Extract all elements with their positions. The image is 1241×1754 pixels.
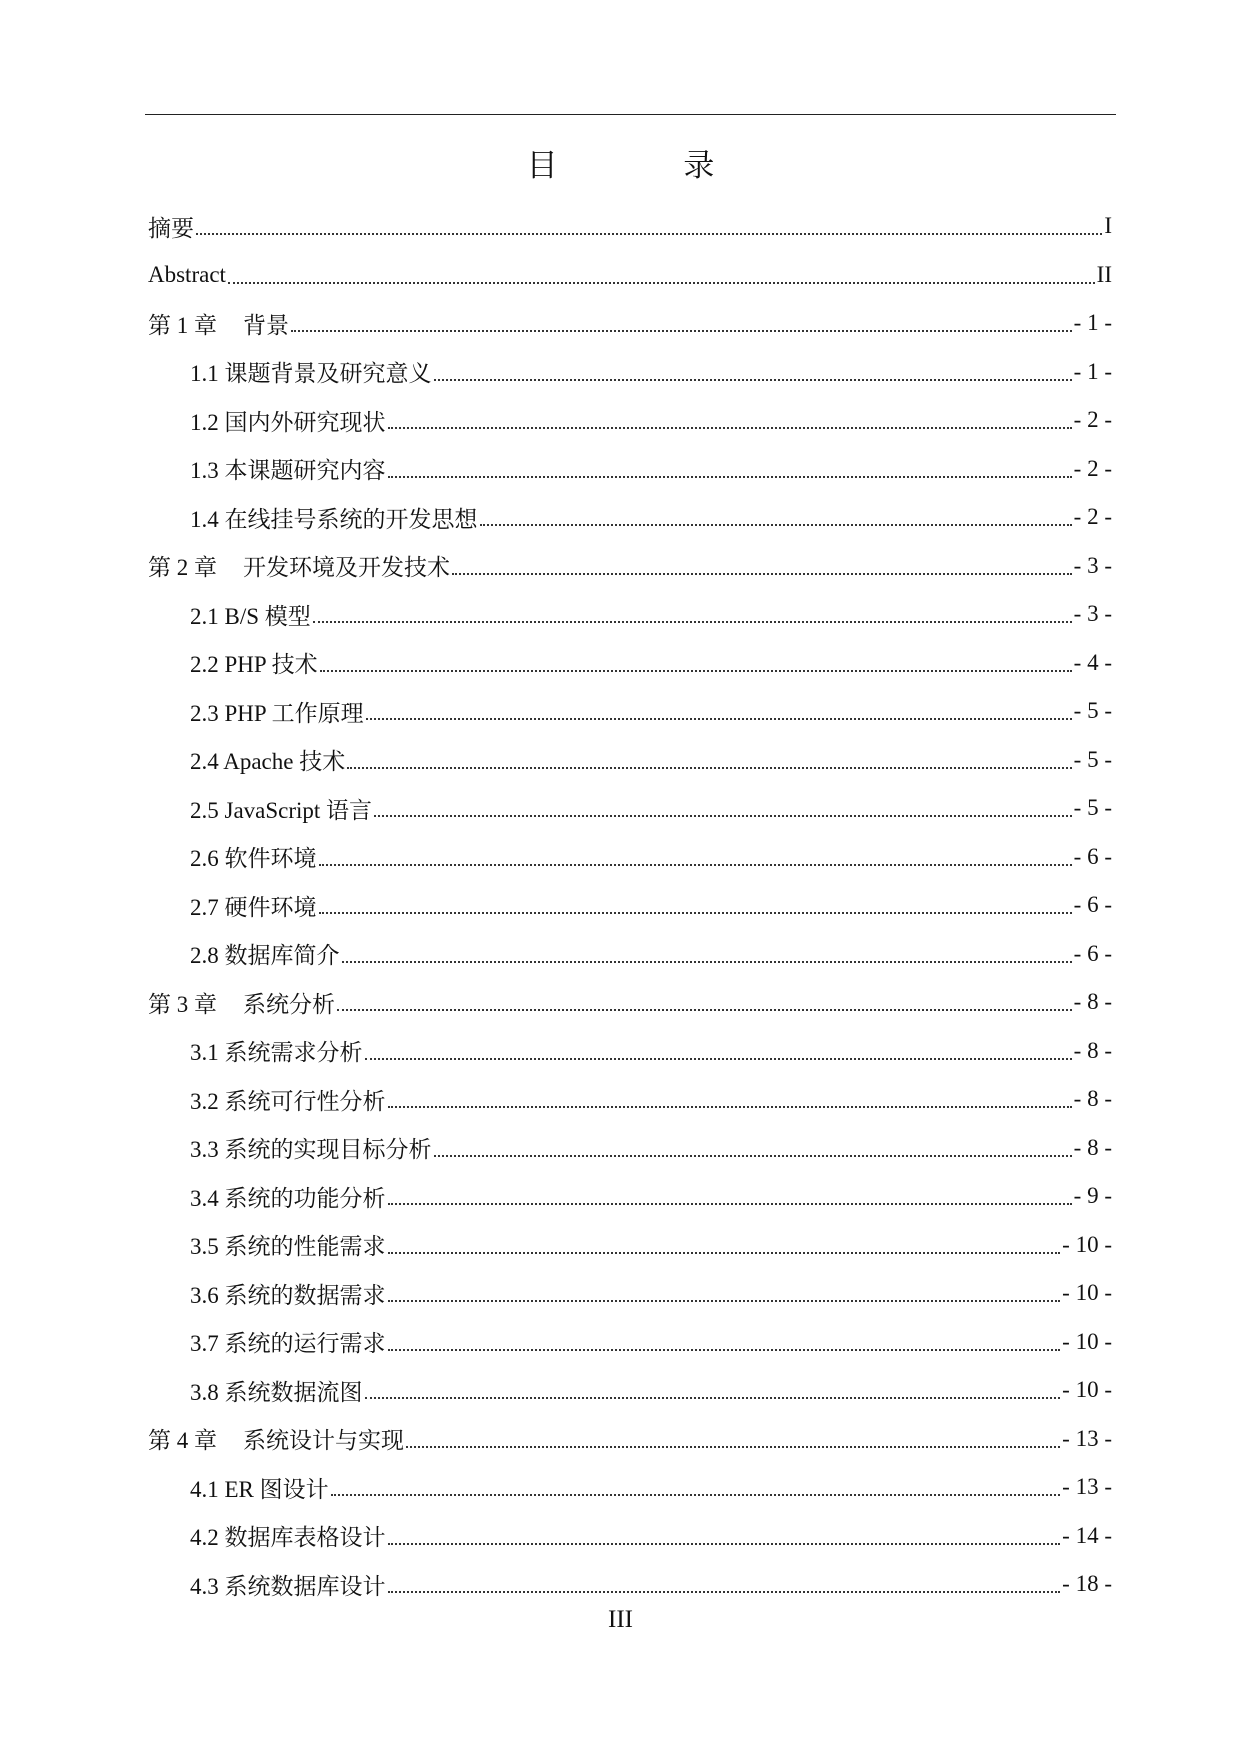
- toc-entry-text: 3.7 系统的运行需求: [190, 1331, 386, 1357]
- toc-entry-label: [148, 307, 289, 340]
- toc-entry-label: [190, 1374, 363, 1407]
- toc-entry-text: 2.5 JavaScript 语言: [190, 797, 373, 823]
- toc-page-number: - 4 -: [1073, 649, 1112, 675]
- toc-dot-leader: [388, 476, 1072, 478]
- toc-entry[interactable]: [148, 493, 1112, 542]
- toc-dot-leader: [388, 1349, 1061, 1351]
- toc-page-number: - 6 -: [1073, 940, 1112, 966]
- footer-page-number: III: [608, 1606, 633, 1633]
- toc-chapter-title: 系统分析: [243, 991, 335, 1017]
- toc-dot-leader: [388, 1591, 1061, 1593]
- toc-entry[interactable]: [148, 687, 1112, 736]
- toc-dot-leader: [320, 670, 1072, 672]
- toc-entry[interactable]: [148, 736, 1112, 785]
- toc-entry-text: 3.5 系统的性能需求: [190, 1234, 386, 1260]
- toc-entry[interactable]: [148, 1512, 1112, 1561]
- toc-entry[interactable]: [148, 784, 1112, 833]
- toc-entry-text: 4.2 数据库表格设计: [190, 1525, 386, 1551]
- toc-entry[interactable]: [148, 1075, 1112, 1124]
- toc-entry[interactable]: [148, 590, 1112, 639]
- toc-dot-leader: [342, 961, 1072, 963]
- toc-page-number: I: [1104, 213, 1112, 239]
- toc-dot-leader: [228, 282, 1095, 284]
- toc-entry-label: [148, 986, 335, 1019]
- toc-chapter-title: 系统设计与实现: [243, 1428, 404, 1454]
- toc-entry-text: 2.6 软件环境: [190, 846, 317, 872]
- toc-entry-text: 4.3 系统数据库设计: [190, 1573, 386, 1599]
- toc-entry[interactable]: [148, 1172, 1112, 1221]
- toc-entry-label: [190, 1277, 386, 1310]
- toc-entry[interactable]: [148, 1560, 1112, 1609]
- toc-entry[interactable]: [148, 1318, 1112, 1367]
- toc-page-number: - 8 -: [1073, 989, 1112, 1015]
- toc-chapter-number: 第 2 章: [148, 555, 217, 581]
- toc-entry-text: 3.1 系统需求分析: [190, 1040, 363, 1066]
- toc-page-number: - 3 -: [1073, 552, 1112, 578]
- toc-page-number: - 2 -: [1073, 407, 1112, 433]
- toc-page-number: - 2 -: [1073, 504, 1112, 530]
- toc-entry-label: [190, 1228, 386, 1261]
- toc-page-number: - 1 -: [1073, 310, 1112, 336]
- toc-entry-label: [190, 1131, 432, 1164]
- toc-entry[interactable]: [148, 299, 1112, 348]
- toc-page-number: - 5 -: [1073, 698, 1112, 724]
- toc-dot-leader: [388, 1203, 1072, 1205]
- toc-page-number: - 2 -: [1073, 455, 1112, 481]
- toc-entry[interactable]: [148, 978, 1112, 1027]
- toc-entry-label: [190, 452, 386, 485]
- toc-chapter-number: 第 4 章: [148, 1428, 217, 1454]
- toc-entry-label: [190, 695, 364, 728]
- toc-dot-leader: [337, 1009, 1072, 1011]
- toc-entry-text: 2.1 B/S 模型: [190, 603, 311, 629]
- toc-entry-label: [190, 646, 318, 679]
- toc-page-number: - 10 -: [1062, 1377, 1112, 1403]
- toc-entry-text: 3.4 系统的功能分析: [190, 1185, 386, 1211]
- toc-page-number: - 10 -: [1062, 1328, 1112, 1354]
- toc-dot-leader: [434, 1155, 1072, 1157]
- toc-page-number: - 13 -: [1062, 1425, 1112, 1451]
- toc-entry[interactable]: [148, 1124, 1112, 1173]
- toc-page-number: - 8 -: [1073, 1037, 1112, 1063]
- toc-dot-leader: [319, 864, 1072, 866]
- toc-entry-label: [190, 598, 311, 631]
- toc-entry[interactable]: [148, 348, 1112, 397]
- toc-entry-label: [190, 937, 340, 970]
- toc-entry-text: 1.2 国内外研究现状: [190, 409, 386, 435]
- toc-dot-leader: [196, 233, 1102, 235]
- toc-entry-text: Abstract: [148, 261, 226, 287]
- toc-entry[interactable]: [148, 881, 1112, 930]
- toc-entry-label: [190, 792, 372, 825]
- toc-entry-text: 3.8 系统数据流图: [190, 1379, 363, 1405]
- toc-dot-leader: [365, 1058, 1072, 1060]
- toc-entry-label: [148, 262, 226, 288]
- toc-page-number: - 3 -: [1073, 601, 1112, 627]
- toc-entry[interactable]: [148, 930, 1112, 979]
- toc-entry-text: 2.4 Apache 技术: [190, 749, 346, 775]
- toc-entry-text: 3.6 系统的数据需求: [190, 1282, 386, 1308]
- toc-entry-text: 3.3 系统的实现目标分析: [190, 1137, 432, 1163]
- toc-entry-label: [190, 1325, 386, 1358]
- toc-entry-label: [190, 404, 386, 437]
- toc-page-number: - 9 -: [1073, 1183, 1112, 1209]
- toc-dot-leader: [365, 1397, 1061, 1399]
- toc-entry-text: 2.2 PHP 技术: [190, 652, 318, 678]
- toc-entry-label: [190, 743, 345, 776]
- toc-entry-label: [190, 1034, 363, 1067]
- toc-dot-leader: [313, 621, 1072, 623]
- toc-dot-leader: [291, 330, 1072, 332]
- toc-entry[interactable]: [148, 1415, 1112, 1464]
- toc-page-number: - 5 -: [1073, 795, 1112, 821]
- toc-entry[interactable]: [148, 396, 1112, 445]
- toc-page-number: - 6 -: [1073, 843, 1112, 869]
- toc-entry-text: 1.1 课题背景及研究意义: [190, 361, 432, 387]
- toc-entry[interactable]: [148, 639, 1112, 688]
- toc-dot-leader: [434, 379, 1072, 381]
- toc-dot-leader: [347, 767, 1071, 769]
- table-of-contents: [148, 202, 1112, 1609]
- toc-entry-text: 2.8 数据库简介: [190, 943, 340, 969]
- toc-entry-text: 2.3 PHP 工作原理: [190, 700, 364, 726]
- toc-dot-leader: [331, 1494, 1061, 1496]
- toc-chapter-title: 背景: [243, 312, 289, 338]
- toc-page-number: - 1 -: [1073, 358, 1112, 384]
- toc-page-number: - 14 -: [1062, 1522, 1112, 1548]
- toc-dot-leader: [388, 1300, 1061, 1302]
- toc-chapter-number: 第 1 章: [148, 312, 217, 338]
- toc-entry[interactable]: [148, 542, 1112, 591]
- toc-entry-label: [190, 1568, 386, 1601]
- toc-entry-label: [190, 1519, 386, 1552]
- toc-dot-leader: [366, 718, 1072, 720]
- toc-entry[interactable]: [148, 1221, 1112, 1270]
- toc-entry-label: [190, 840, 317, 873]
- toc-dot-leader: [480, 524, 1072, 526]
- toc-entry[interactable]: [148, 1463, 1112, 1512]
- toc-entry-text: 1.3 本课题研究内容: [190, 458, 386, 484]
- toc-entry[interactable]: [148, 251, 1112, 300]
- toc-page-number: II: [1096, 261, 1112, 287]
- toc-entry-label: [190, 889, 317, 922]
- toc-entry-label: [190, 355, 432, 388]
- toc-entry[interactable]: [148, 1027, 1112, 1076]
- toc-dot-leader: [388, 1106, 1072, 1108]
- toc-dot-leader: [319, 912, 1072, 914]
- header-rule: [145, 114, 1116, 115]
- toc-dot-leader: [388, 427, 1072, 429]
- toc-page-number: - 6 -: [1073, 892, 1112, 918]
- toc-dot-leader: [452, 573, 1072, 575]
- toc-entry-label: [148, 549, 450, 582]
- toc-page-number: - 8 -: [1073, 1086, 1112, 1112]
- toc-entry[interactable]: [148, 1269, 1112, 1318]
- toc-dot-leader: [388, 1252, 1061, 1254]
- toc-page-number: - 5 -: [1073, 746, 1112, 772]
- toc-dot-leader: [406, 1446, 1060, 1448]
- toc-page-number: - 18 -: [1062, 1571, 1112, 1597]
- page-title: 目 录: [526, 148, 773, 184]
- toc-entry-label: [190, 501, 478, 534]
- toc-entry-text: 1.4 在线挂号系统的开发思想: [190, 506, 478, 532]
- toc-entry-label: [190, 1180, 386, 1213]
- toc-page-number: - 10 -: [1062, 1280, 1112, 1306]
- toc-entry-text: 4.1 ER 图设计: [190, 1476, 329, 1502]
- toc-entry-text: 摘要: [148, 215, 194, 241]
- toc-dot-leader: [374, 815, 1072, 817]
- toc-dot-leader: [388, 1543, 1061, 1545]
- toc-entry[interactable]: [148, 445, 1112, 494]
- toc-chapter-title: 开发环境及开发技术: [243, 555, 450, 581]
- toc-entry-label: [148, 1422, 404, 1455]
- toc-page-number: - 8 -: [1073, 1134, 1112, 1160]
- toc-entry-text: 3.2 系统可行性分析: [190, 1088, 386, 1114]
- toc-page-number: - 13 -: [1062, 1474, 1112, 1500]
- toc-entry[interactable]: [148, 833, 1112, 882]
- toc-entry[interactable]: [148, 202, 1112, 251]
- toc-page-number: - 10 -: [1062, 1231, 1112, 1257]
- toc-entry-label: [190, 1471, 329, 1504]
- toc-entry-label: [190, 1083, 386, 1116]
- toc-chapter-number: 第 3 章: [148, 991, 217, 1017]
- toc-entry-text: 2.7 硬件环境: [190, 894, 317, 920]
- toc-entry[interactable]: [148, 1366, 1112, 1415]
- toc-entry-label: [148, 210, 194, 243]
